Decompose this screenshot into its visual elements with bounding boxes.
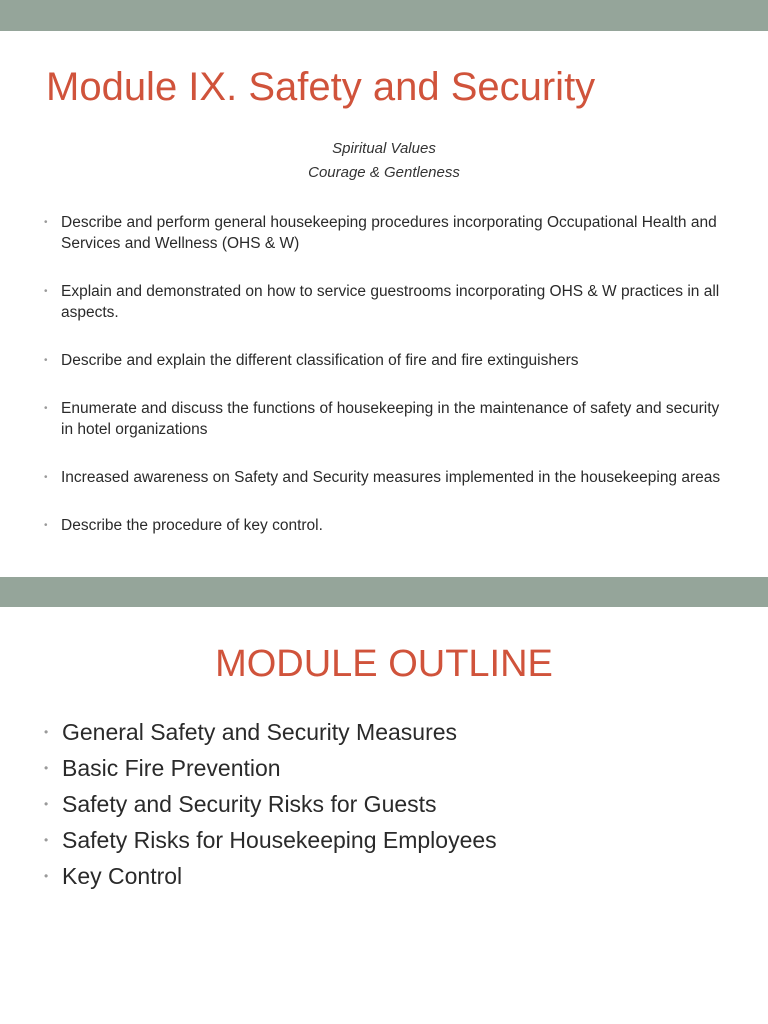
list-item-text: Describe the procedure of key control. <box>61 517 323 534</box>
slide-title: MODULE OUTLINE <box>215 643 553 685</box>
bullet-dot-icon: • <box>44 355 48 366</box>
list-item <box>44 350 724 371</box>
bullet-dot-icon: • <box>44 520 48 531</box>
objectives-list <box>44 212 724 563</box>
bullet-dot-icon: • <box>44 761 49 775</box>
slide-title: Module IX. Safety and Security <box>46 65 596 109</box>
list-item-text: Describe and perform general housekeeping procedures incorporating Occupational Health and Services and Wellness (OHS & W) <box>61 214 717 252</box>
list-item <box>44 398 724 440</box>
bullet-dot-icon: • <box>44 725 49 739</box>
list-item <box>44 858 724 894</box>
bullet-dot-icon: • <box>44 286 48 297</box>
list-item <box>44 467 724 488</box>
list-item-text: Key Control <box>62 863 183 889</box>
list-item-text: Safety and Security Risks for Guests <box>62 791 437 817</box>
list-item <box>44 515 724 536</box>
bullet-dot-icon: • <box>44 472 48 483</box>
bullet-dot-icon: • <box>44 797 49 811</box>
list-item-text: Describe and explain the different classification of fire and fire extinguishers <box>61 352 579 369</box>
slide-separator-top <box>0 0 768 31</box>
list-item-text: Explain and demonstrated on how to service guestrooms incorporating OHS & W practices in all aspects. <box>61 283 720 321</box>
list-item-text: Enumerate and discuss the functions of housekeeping in the maintenance of safety and security in hotel organizations <box>61 400 720 438</box>
list-item-text: General Safety and Security Measures <box>62 719 458 745</box>
list-item <box>44 281 724 323</box>
slide-safety-and-security <box>0 31 768 577</box>
list-item <box>44 750 724 786</box>
outline-list <box>44 714 724 894</box>
list-item <box>44 822 724 858</box>
list-item <box>44 786 724 822</box>
list-item-text: Basic Fire Prevention <box>62 755 281 781</box>
bullet-dot-icon: • <box>44 217 48 228</box>
bullet-dot-icon: • <box>44 869 49 883</box>
bullet-dot-icon: • <box>44 403 48 414</box>
bullet-dot-icon: • <box>44 833 49 847</box>
slide-separator <box>0 577 768 607</box>
list-item-text: Increased awareness on Safety and Security measures implemented in the housekeeping areas <box>61 469 721 486</box>
slide-module-outline <box>0 607 768 1024</box>
spiritual-values-label: Spiritual Values <box>332 140 436 157</box>
list-item <box>44 212 724 254</box>
list-item <box>44 714 724 750</box>
list-item-text: Safety Risks for Housekeeping Employees <box>62 827 497 853</box>
values-subtitle: Courage & Gentleness <box>308 164 460 181</box>
